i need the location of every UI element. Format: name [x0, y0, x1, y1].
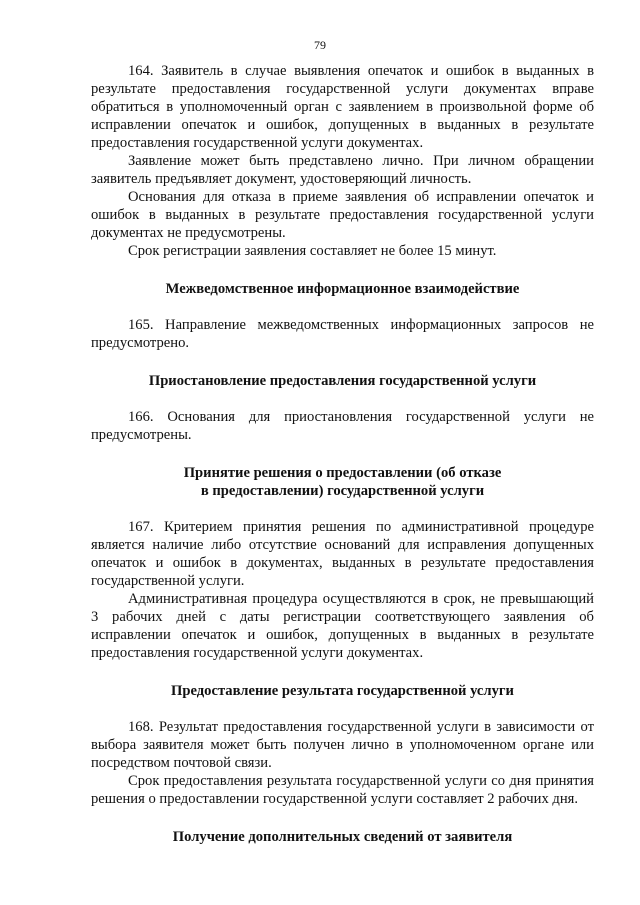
heading-service-suspension: Приостановление предоставления государственной услуги: [148, 373, 537, 389]
heading-decision-making-line-1: Принятие решения о предоставлении (об отказе: [183, 465, 502, 481]
heading-additional-info: Получение дополнительных сведений от заявителя: [172, 829, 513, 845]
heading-interagency-interaction: Межведомственное информационное взаимодействие: [165, 281, 520, 297]
paragraph-164-registration-term: Срок регистрации заявления составляет не более 15 минут.: [128, 243, 497, 259]
heading-result-provision: Предоставление результата государственной услуги: [171, 683, 514, 699]
heading-decision-making: [91, 464, 594, 500]
paragraph-167-procedure-term: Административная процедура осуществляются в срок, не превышающий 3 рабочих дней с даты регистрации соответствующего заявления об исправлении опечаток и ошибок, допущенных в выданных в результате предоставления государственной услуги документах.: [91, 591, 594, 661]
paragraph-165: 165. Направление межведомственных информационных запросов не предусмотрено.: [91, 317, 594, 351]
paragraph-164-refusal-grounds: Основания для отказа в приеме заявления об исправлении опечаток и ошибок в выданных в результате предоставления государственной услуги документах не предусмотрены.: [91, 189, 594, 241]
page-number: 79: [314, 38, 326, 52]
document-body: [91, 62, 594, 846]
paragraph-168-result-term: Срок предоставления результата государственной услуги со дня принятия решения о предоставлении государственной услуги составляет 2 рабочих дня.: [91, 773, 594, 807]
paragraph-168: 168. Результат предоставления государственной услуги в зависимости от выбора заявителя может быть получен лично в уполномоченном органе или посредством почтовой связи.: [91, 719, 594, 771]
paragraph-167: 167. Критерием принятия решения по административной процедуре является наличие либо отсутствие оснований для исправления допущенных опечаток и ошибок в документах, выданных в результате предоставления государственной услуги.: [91, 519, 594, 589]
paragraph-166: 166. Основания для приостановления государственной услуги не предусмотрены.: [91, 409, 594, 443]
paragraph-164-personal-submission: Заявление может быть представлено лично. При личном обращении заявитель предъявляет документ, удостоверяющий личность.: [91, 153, 594, 187]
paragraph-164: 164. Заявитель в случае выявления опечаток и ошибок в выданных в результате предоставления государственной услуги документах вправе обратиться в уполномоченный орган с заявлением в произвольной форме об исправлении опечаток и ошибок, допущенных в выданных в результате предоставления государственной услуги документах.: [91, 63, 594, 151]
heading-decision-making-line-2: в предоставлении) государственной услуги: [200, 483, 485, 499]
